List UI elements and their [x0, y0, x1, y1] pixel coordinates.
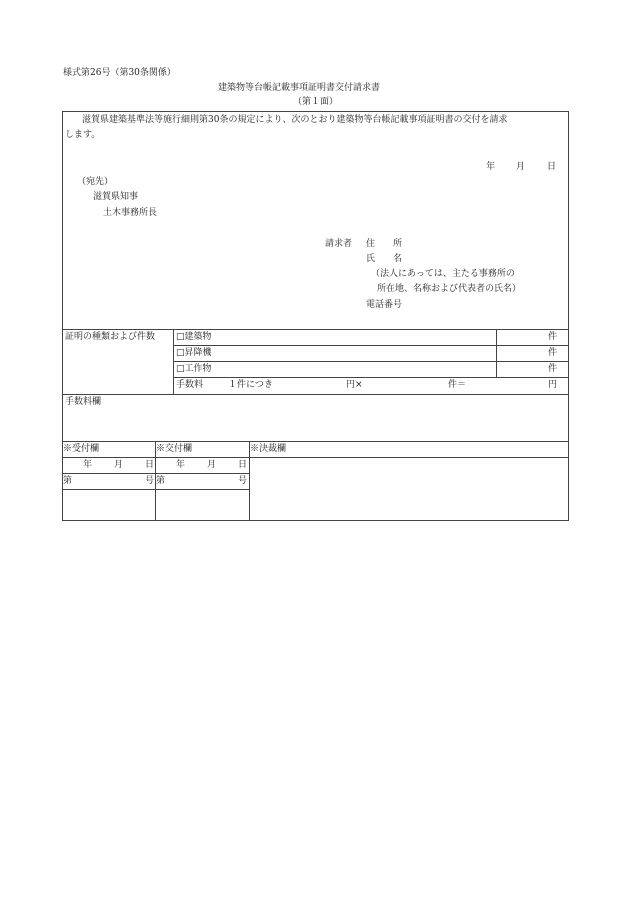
cert-item-elevator[interactable]: □昇降機 — [176, 348, 212, 358]
reception-no-prefix: 第 — [63, 476, 73, 486]
issuance-day: 日 — [238, 460, 248, 470]
reception-label: ※受付欄 — [63, 444, 100, 454]
form-number: 様式第26号（第30条関係） — [63, 68, 176, 78]
fee-row-count-eq: 件＝ — [448, 380, 467, 390]
cert-item-structure-unit: 件 — [548, 364, 558, 374]
cert-item-building[interactable]: □建築物 — [176, 332, 212, 342]
intro-text-line1: 滋賀県建築基準法等施行細則第30条の規定により、次のとおり建築物等台帳記載事項証明書の交付を請求 — [82, 115, 508, 125]
cert-item-building-unit: 件 — [548, 332, 558, 342]
reception-day: 日 — [145, 460, 155, 470]
cert-item-structure[interactable]: □工作物 — [176, 364, 212, 374]
requester-address-label: 住 所 — [366, 239, 403, 249]
cert-section-label: 証明の種類および件数 — [65, 332, 156, 342]
requester-note-line2: 所在地、名称および代表者の氏名） — [377, 284, 522, 294]
reception-year: 年 — [83, 460, 93, 470]
requester-phone-label: 電話番号 — [366, 300, 403, 310]
date-day: 日 — [547, 162, 557, 172]
reception-no-suffix: 号 — [145, 476, 155, 486]
issuance-no-suffix: 号 — [238, 476, 248, 486]
fee-row-per: １件につき — [228, 380, 273, 390]
issuance-month: 月 — [207, 460, 217, 470]
date-month: 月 — [516, 162, 526, 172]
form-title: 建築物等台帳記載事項証明書交付請求書 — [218, 83, 381, 93]
issuance-no-prefix: 第 — [156, 476, 166, 486]
addressee-label: （宛先） — [77, 177, 114, 187]
fee-box-label: 手数料欄 — [65, 397, 102, 407]
requester-label: 請求者 — [325, 239, 353, 249]
fee-row-yen: 円 — [548, 380, 558, 390]
issuance-label: ※交付欄 — [156, 444, 193, 454]
issuance-year: 年 — [176, 460, 186, 470]
reception-month: 月 — [114, 460, 124, 470]
requester-note-line1: （法人にあっては、主たる事務所の — [371, 269, 515, 279]
cert-item-elevator-unit: 件 — [548, 348, 558, 358]
requester-name-label: 氏 名 — [366, 254, 403, 264]
fee-row-label: 手数料 — [176, 380, 204, 390]
addressee-office-chief: 土木事務所長 — [103, 208, 158, 218]
fee-row-yen-times: 円× — [346, 380, 363, 390]
addressee-governor: 滋賀県知事 — [93, 192, 139, 202]
intro-text-line2: します。 — [65, 130, 101, 140]
date-year: 年 — [486, 162, 496, 172]
decision-label: ※決裁欄 — [250, 444, 287, 454]
page-label: （第１面） — [293, 97, 339, 107]
